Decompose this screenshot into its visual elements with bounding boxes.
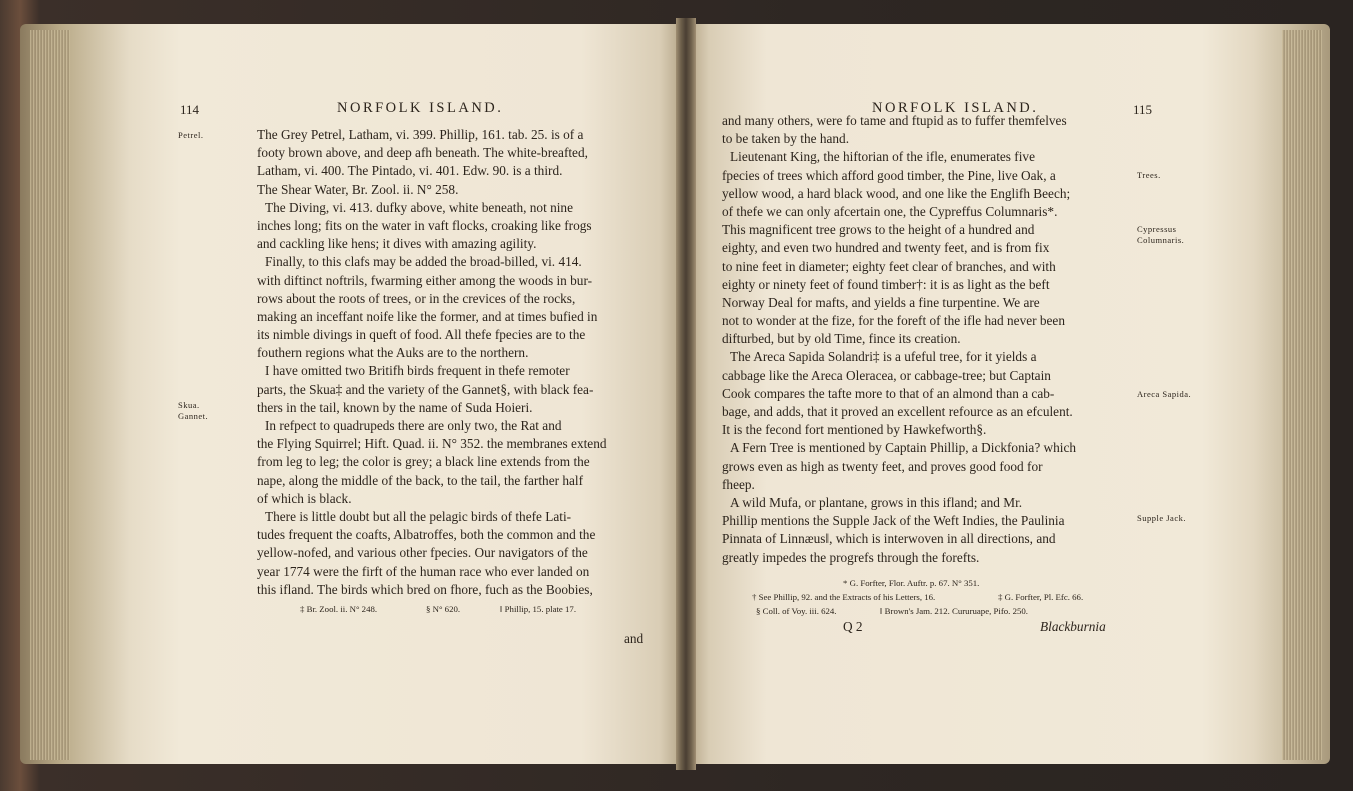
right-line: yellow wood, a hard black wood, and one like the Englifh Beech;	[722, 185, 1071, 201]
right-line: fheep.	[722, 476, 755, 492]
right-line: A Fern Tree is mentioned by Captain Phillip, a Dickfonia? which	[730, 440, 1077, 456]
right-line: Phillip mentions the Supple Jack of the Weft Indies, the Paulinia	[722, 513, 1065, 529]
right-line: of thefe we can only afcertain one, the Cypreffus Columnaris*.	[722, 203, 1058, 219]
left-page-number: 114	[180, 102, 200, 117]
left-line: Latham, vi. 400. The Pintado, vi. 401. Edw. 90. is a third.	[257, 163, 563, 179]
right-line: cabbage like the Areca Oleracea, or cabbage-tree; but Captain	[722, 367, 1051, 383]
right-catchword: Blackburnia	[1040, 619, 1106, 634]
right-line: difturbed, but by old Time, fince its creation.	[722, 331, 961, 347]
right-line: This magnificent tree grows to the height of a hundred and	[722, 222, 1035, 238]
right-line: eighty or ninety feet of found timber†: it is as light as the beft	[722, 276, 1050, 292]
left-line: year 1774 were the firft of the human race who ever landed on	[257, 563, 590, 579]
margin-note-columnaris: Columnaris.	[1137, 235, 1185, 245]
right-line: Cook compares the tafte more to that of an almond than a cab-	[722, 385, 1055, 401]
margin-note-trees: Trees.	[1137, 170, 1161, 180]
left-line: The Shear Water, Br. Zool. ii. N° 258.	[257, 181, 459, 197]
left-line: with diftinct noftrils, fwarming either among the woods in bur-	[257, 272, 593, 288]
left-line: and cackling like hens; it dives with amazing agility.	[257, 236, 537, 252]
right-line: fpecies of trees which afford good timber, the Pine, live Oak, a	[722, 167, 1056, 183]
right-line: Lieutenant King, the hiftorian of the ifle, enumerates five	[730, 149, 1035, 165]
left-line: rows about the roots of trees, or in the crevices of the rocks,	[257, 290, 576, 306]
right-line: eighty, and even two hundred and twenty feet, and is from fix	[722, 240, 1050, 256]
right-page-number: 115	[1133, 102, 1153, 117]
margin-note-gannet: Gannet.	[178, 411, 209, 421]
left-running-head: NORFOLK ISLAND.	[337, 100, 504, 116]
left-line: The Diving, vi. 413. dufky above, white beneath, not nine	[265, 199, 573, 215]
right-line: and many others, were fo tame and ftupid as to fuffer themfelves	[722, 113, 1067, 128]
right-line: Pinnata of Linnæus‖, which is interwoven in all directions, and	[722, 531, 1056, 547]
right-line: to be taken by the hand.	[722, 131, 850, 147]
left-footnote: ‖ Phillip, 15. plate 17.	[500, 604, 577, 614]
right-line: to nine feet in diameter; eighty feet clear of branches, and with	[722, 258, 1056, 274]
left-line: this ifland. The birds which bred on fhore, fuch as the Boobies,	[257, 581, 593, 597]
left-line: I have omitted two Britifh birds frequent in thefe remoter	[265, 363, 570, 379]
left-line: yellow-nofed, and various other fpecies. Our navigators of the	[257, 545, 588, 561]
left-line: parts, the Skua‡ and the variety of the Gannet§, with black fea-	[257, 381, 594, 397]
book-spine	[676, 18, 696, 770]
right-line: grows even as high as twenty feet, and proves good food for	[722, 458, 1043, 474]
right-footnote: ‡ G. Forfter, Pl. Efc. 66.	[998, 592, 1084, 602]
left-line: tudes frequent the coafts, Albatroffes, both the common and the	[257, 527, 596, 543]
right-running-head: NORFOLK ISLAND.	[872, 100, 1039, 116]
right-page-edges	[1282, 30, 1322, 760]
left-line: of which is black.	[257, 490, 352, 506]
margin-note-petrel: Petrel.	[178, 130, 204, 140]
left-line: In refpect to quadrupeds there are only two, the Rat and	[265, 418, 562, 433]
left-line: from leg to leg; the color is grey; a black line extends from the	[257, 454, 590, 470]
left-line: inches long; fits on the water in vaft flocks, croaking like frogs	[257, 217, 592, 233]
left-line: Finally, to this clafs may be added the broad-billed, vi. 414.	[265, 254, 582, 270]
right-line: A wild Mufa, or plantane, grows in this ifland; and Mr.	[730, 494, 1023, 510]
left-line: There is little doubt but all the pelagic birds of thefe Lati-	[265, 508, 572, 524]
right-footnote: * G. Forfter, Flor. Auftr. p. 67. N° 351.	[843, 578, 980, 588]
right-line: not to wonder at the fize, for the foreft of the ifle had never been	[722, 313, 1065, 329]
left-page-edges	[30, 30, 70, 760]
margin-note-cypressus: Cypressus	[1137, 224, 1177, 234]
right-line: Norway Deal for mafts, and yields a fine turpentine. We are	[722, 294, 1040, 310]
left-line: nape, along the middle of the back, to the tail, the farther half	[257, 472, 584, 488]
left-line: footy brown above, and deep afh beneath. The white-breafted,	[257, 145, 588, 161]
right-line: The Areca Sapida Solandri‡ is a ufeful tree, for it yields a	[730, 349, 1037, 365]
left-catchword: and	[624, 631, 644, 646]
left-body-text	[257, 126, 607, 599]
left-line: the Flying Squirrel; Hift. Quad. ii. N° 352. the membranes extend	[257, 436, 607, 452]
left-line: The Grey Petrel, Latham, vi. 399. Phillip, 161. tab. 25. is of a	[257, 127, 584, 142]
margin-note-supple-jack: Supple Jack.	[1137, 513, 1186, 523]
right-footnote: † See Phillip, 92. and the Extracts of his Letters, 16.	[752, 592, 936, 602]
right-line: bage, and adds, that it proved an excellent refource as an efculent.	[722, 404, 1073, 419]
right-footnote: ‖ Brown's Jam. 212. Cururuape, Pifo. 250.	[880, 606, 1028, 616]
right-line: It is the fecond fort mentioned by Hawkefworth§.	[722, 422, 987, 438]
left-line: its nimble divings in queft of food. All thefe fpecies are to the	[257, 327, 586, 343]
left-line: making an inceffant noife like the former, and at times bufied in	[257, 308, 598, 324]
left-line: thers in the tail, known by the name of Suda Hoieri.	[257, 399, 533, 415]
left-footnote: ‡ Br. Zool. ii. N° 248.	[300, 604, 378, 614]
right-line: greatly impedes the progrefs through the forefts.	[722, 549, 980, 565]
right-footnote: § Coll. of Voy. iii. 624.	[756, 606, 837, 616]
margin-note-skua: Skua.	[178, 400, 200, 410]
signature-mark: Q 2	[843, 619, 863, 634]
margin-note-areca-sapida: Areca Sapida.	[1137, 389, 1192, 399]
right-body-text	[722, 112, 1076, 567]
left-line: fouthern regions what the Auks are to the northern.	[257, 345, 529, 361]
left-footnote: § N° 620.	[426, 604, 461, 614]
